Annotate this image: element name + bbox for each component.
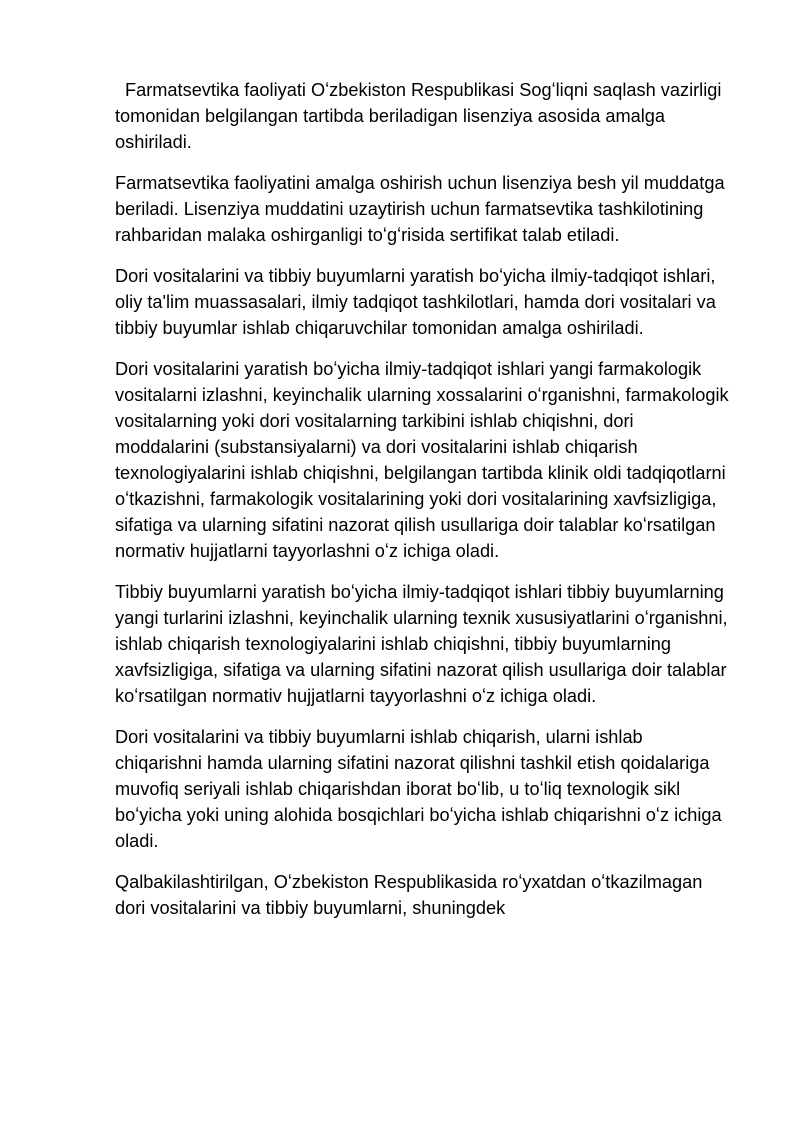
paragraph-licensing: Farmatsevtika faoliyati Oʻzbekiston Respublikasi Sogʻliqni saqlash vazirligi tomonidan belgilangan tartibda beriladigan lisenziya asosida amalga oshiriladi. (115, 80, 722, 152)
paragraph-license-term: Farmatsevtika faoliyatini amalga oshirish uchun lisenziya besh yil muddatga beriladi. Lisenziya muddatini uzaytirish uchun farmatsevtika tashkilotining rahbaridan malaka oshirganligi toʻgʻrisida sertifikat talab etiladi. (115, 173, 725, 245)
paragraph-research-performers: Dori vositalarini va tibbiy buyumlarni yaratish boʻyicha ilmiy-tadqiqot ishlari, oliy ta'lim muassasalari, ilmiy tadqiqot tashkilotlari, hamda dori vositalari va tibbiy buyumlar ishlab chiqaruvchilar tomonidan amalga oshiriladi. (115, 266, 716, 338)
paragraph-manufacturing: Dori vositalarini va tibbiy buyumlarni ishlab chiqarish, ularni ishlab chiqarishni hamda ularning sifatini nazorat qilishni tashkil etish qoidalariga muvofiq seriyali ishlab chiqarishdan iborat boʻlib, u toʻliq texnologik sikl boʻyicha yoki uning alohida bosqichlari boʻyicha ishlab chiqarishni oʻz ichiga oladi. (115, 727, 722, 851)
paragraph-device-research: Tibbiy buyumlarni yaratish boʻyicha ilmiy-tadqiqot ishlari tibbiy buyumlarning yangi turlarini izlashni, keyinchalik ularning texnik xususiyatlarini oʻrganishni, ishlab chiqarish texnologiyalarini ishlab chiqishni, tibbiy buyumlarning xavfsizligiga, sifatiga va ularning sifatini nazorat qilish usullariga doir talablar koʻrsatilgan normativ hujjatlarni tayyorlashni oʻz ichiga oladi. (115, 582, 728, 706)
document-body (115, 77, 730, 921)
paragraph-counterfeit: Qalbakilashtirilgan, Oʻzbekiston Respublikasida roʻyxatdan oʻtkazilmagan dori vositalarini va tibbiy buyumlarni, shuningdek (115, 872, 703, 918)
paragraph-drug-research: Dori vositalarini yaratish boʻyicha ilmiy-tadqiqot ishlari yangi farmakologik vositalarni izlashni, keyinchalik ularning xossalarini oʻrganishni, farmakologik vositalarning yoki dori vositalarning tarkibini ishlab chiqishni, dori moddalarini (substansiyalarni) va dori vositalarini ishlab chiqarish texnologiyalarini ishlab chiqishni, belgilangan tartibda klinik oldi tadqiqotlarni oʻtkazishni, farmakologik vositalarining yoki dori vositalarining xavfsizligiga, sifatiga va ularning sifatini nazorat qilish usullariga doir talablar koʻrsatilgan normativ hujjatlarni tayyorlashni oʻz ichiga oladi. (115, 359, 729, 561)
